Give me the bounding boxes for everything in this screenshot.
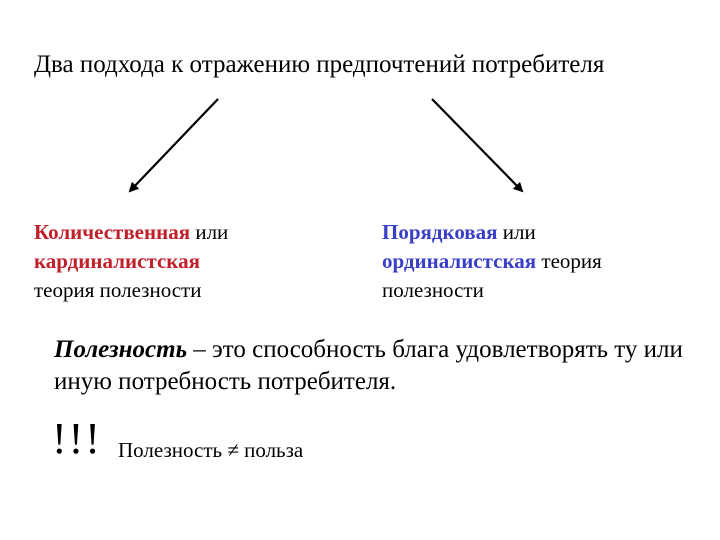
ordinal-text-theory: теория xyxy=(536,249,602,273)
ordinal-theory-block xyxy=(382,218,682,305)
utility-definition xyxy=(54,334,704,398)
ordinal-highlight-ordinalist: ординалистская xyxy=(382,249,537,273)
exclamation-mark: !!! xyxy=(52,414,102,463)
diagram-title: Два подхода к отражению предпочтений потребителя xyxy=(34,51,605,78)
ordinal-text-utility: полезности xyxy=(382,278,484,302)
arrow-right xyxy=(432,99,522,191)
ordinal-text-or: или xyxy=(497,220,536,244)
cardinal-text-theory: теория полезности xyxy=(34,278,202,302)
definition-text: – это способность блага удовлетворять ту или иную потребность потребителя. xyxy=(54,336,683,395)
cardinal-theory-block xyxy=(34,218,324,305)
definition-term: Полезность xyxy=(54,336,188,363)
ordinal-highlight-ordinal: Порядковая xyxy=(382,220,498,244)
cardinal-highlight-quantitative: Количественная xyxy=(34,220,191,244)
utility-not-benefit-note: Полезность ≠ польза xyxy=(118,438,304,462)
arrow-left xyxy=(130,99,218,191)
cardinal-text-or: или xyxy=(190,220,229,244)
cardinal-highlight-cardinalist: кардиналистская xyxy=(34,249,200,273)
